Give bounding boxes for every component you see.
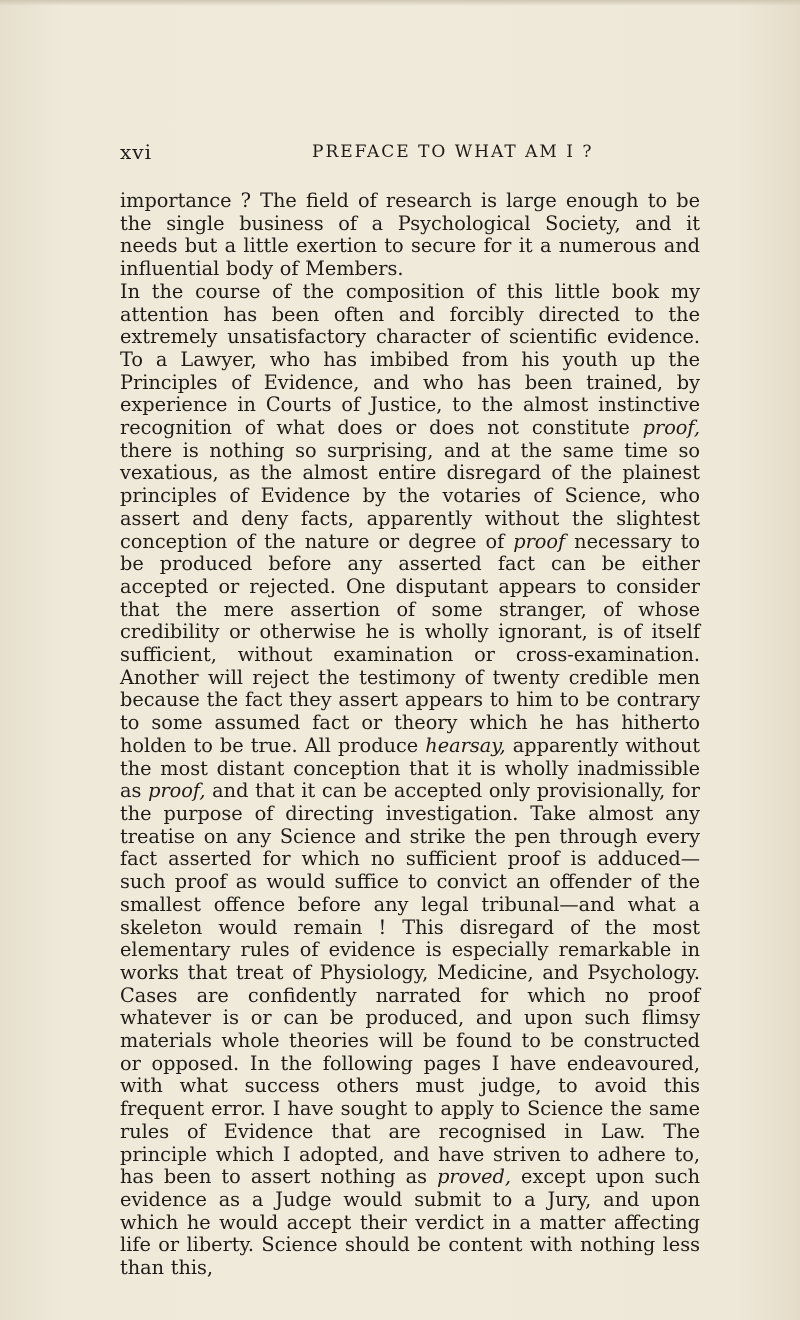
paragraph-1-text: importance ? The field of research is large enough to be the single business of a Psychological Society, and it needs but a little exertion to secure for it a numerous and influential body of Members. [120, 189, 700, 281]
italic-hearsay: hearsay, [425, 733, 506, 757]
paragraph-2-text-5: and that it can be accepted only provisionally, for the purpose of directing investigation. Take almost any treatise on any Science and strike the pen through every fact asserted for which no sufficient proof is adduced—such proof as would suffice to convict an offender of the smallest offence before any legal tribunal—and what a skeleton would remain ! This disregard of the most elementary rules of evidence is especially remarkable in works that treat of Physiology, Medicine, and Psychology. Cases are confidently narrated for which no proof whatever is or can be produced, and upon such flimsy materials whole theories will be found to be constructed or opposed. In the following pages I have endeavoured, with what success others must judge, to avoid this frequent error. I have sought to apply to Science the same rules of Evidence that are recognised in Law. The principle which I adopted, and have striven to adhere to, has been to assert nothing as [120, 779, 700, 1189]
running-head: PREFACE TO WHAT AM I ? [312, 142, 594, 162]
page-number: xvi [120, 140, 152, 164]
paragraph-2 [120, 281, 700, 1280]
page-header [120, 140, 700, 170]
italic-proof-1: proof, [642, 416, 700, 440]
body-text [120, 190, 700, 1280]
paragraph-2-text-2: there is nothing so surprising, and at the same time so vexatious, as the almost entire disregard of the plainest principles of Evidence by the votaries of Science, who assert and deny facts, apparently without the slightest conception of the nature or degree of [120, 438, 700, 553]
italic-proof-3: proof, [148, 779, 206, 803]
paragraph-2-text-4: apparently without the most distant conception that it is wholly inadmissible as [120, 733, 700, 803]
paragraph-2-text-1: In the course of the composition of this little book my attention has been often and forcibly directed to the extremely unsatisfactory character of scientific evidence. To a Lawyer, who has imbibed from his youth up the Principles of Evidence, and who has been trained, by experience in Courts of Justice, to the almost instinctive recognition of what does or does not constitute [120, 279, 700, 440]
paragraph-2-text-6: except upon such evidence as a Judge would submit to a Jury, and upon which he would accept their verdict in a matter affecting life or liberty. Science should be content with nothing less than this, [120, 1165, 700, 1280]
page-top-edge [0, 0, 800, 6]
italic-proof-2: proof [513, 529, 566, 553]
paragraph-1 [120, 190, 700, 281]
italic-proved: proved, [437, 1165, 512, 1189]
paragraph-2-text-3: necessary to be produced before any asserted fact can be either accepted or rejected. One disputant appears to consider that the mere assertion of some stranger, of whose credibility or otherwise he is wholly ignorant, is of itself sufficient, without examination or cross-examination. Another will reject the testimony of twenty credible men because the fact they assert appears to him to be contrary to some assumed fact or theory which he has hitherto holden to be true. All produce [120, 529, 700, 757]
